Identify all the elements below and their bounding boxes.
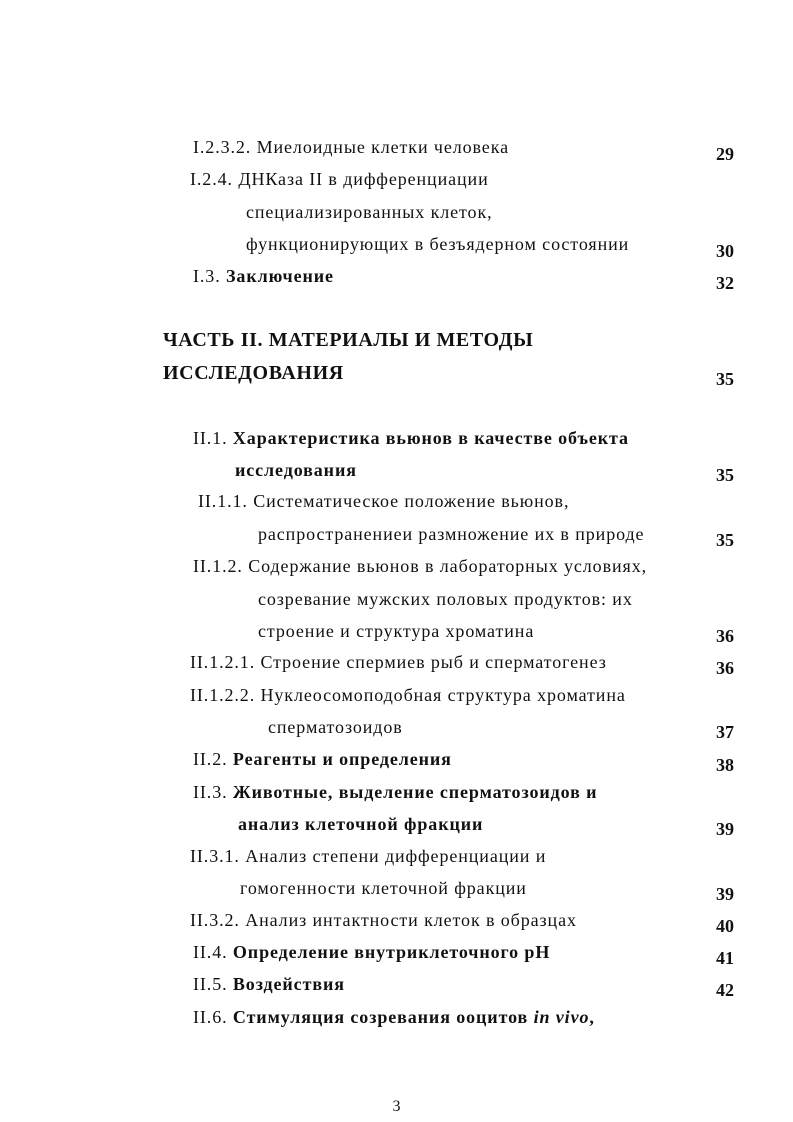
toc-page: 39 xyxy=(716,884,734,904)
toc-title-bold: исследования xyxy=(235,460,357,480)
toc-num: II.1. xyxy=(193,428,228,448)
toc-title: Воздействия xyxy=(232,974,345,994)
toc-title-bold: анализ клеточной фракции xyxy=(238,814,484,834)
toc-title-line2: гомогенности клеточной фракции xyxy=(240,878,527,898)
toc-entry-II-4 xyxy=(193,941,550,963)
toc-title: Животные, выделение сперматозоидов и xyxy=(232,782,598,802)
toc-title: Содержание вьюнов в лабораторных условиях, xyxy=(248,556,647,576)
toc-page: 42 xyxy=(716,980,734,1000)
toc-title: Строение спермиев рыб и сперматогенез xyxy=(260,652,607,672)
toc-entry-I-2-4 xyxy=(190,168,489,190)
toc-title-line3: строение и структура хроматина xyxy=(258,621,535,641)
toc-page: 35 xyxy=(716,369,734,389)
toc-page: 38 xyxy=(716,755,734,775)
toc-title-line2 xyxy=(235,459,357,481)
toc-num: II.1.2.2. xyxy=(190,685,256,705)
toc-num: II.1.2. xyxy=(193,556,243,576)
toc-title-line2: созревание мужских половых продуктов: их xyxy=(258,589,633,609)
toc-title: Миелоидные клетки человека xyxy=(256,137,509,157)
toc-title: Определение внутриклеточного рН xyxy=(232,942,551,962)
toc-title-end: , xyxy=(589,1007,595,1027)
toc-page: 35 xyxy=(716,465,734,485)
toc-num: II.6. xyxy=(193,1007,228,1027)
toc-title: ДНКаза II в дифференциации xyxy=(238,169,489,189)
toc-title: Анализ интактности клеток в образцах xyxy=(245,910,577,930)
toc-num: I.2.3.2. xyxy=(193,137,252,157)
part-heading: ЧАСТЬ II. МАТЕРИАЛЫ И МЕТОДЫ xyxy=(163,329,534,351)
toc-entry-II-1-1 xyxy=(198,490,569,512)
toc-page: 36 xyxy=(716,626,734,646)
toc-entry-II-1-2-2 xyxy=(190,684,626,706)
part-heading-line2: ИССЛЕДОВАНИЯ xyxy=(163,362,344,384)
toc-title: Нуклеосомоподобная структура хроматина xyxy=(260,685,626,705)
toc-entry-I-3 xyxy=(193,265,334,287)
toc-title-italic: in vivo xyxy=(533,1007,590,1027)
toc-num: II.2. xyxy=(193,749,228,769)
toc-title-text: Стимуляция созревания ооцитов xyxy=(232,1007,529,1027)
toc-title: Характеристика вьюнов в качестве объекта xyxy=(232,428,629,448)
toc-num: I.2.4. xyxy=(190,169,233,189)
toc-title-line2: специализированных клеток, xyxy=(246,202,493,222)
toc-page: 40 xyxy=(716,916,734,936)
toc-num: II.1.1. xyxy=(198,491,248,511)
toc-title: Заключение xyxy=(226,266,334,286)
toc-title-line2: распространениеи размножение их в природе xyxy=(258,524,645,544)
toc-title: Анализ степени дифференциации и xyxy=(245,846,547,866)
toc-page: 36 xyxy=(716,658,734,678)
toc-title xyxy=(233,1007,595,1027)
toc-num: II.3. xyxy=(193,782,228,802)
toc-entry-II-3-2 xyxy=(190,909,577,931)
toc-title: Систематическое положение вьюнов, xyxy=(253,491,570,511)
toc-entry-II-5 xyxy=(193,973,345,995)
toc-num: II.5. xyxy=(193,974,228,994)
toc-page: 32 xyxy=(716,273,734,293)
toc-entry-II-6 xyxy=(193,1006,595,1028)
toc-page: 37 xyxy=(716,722,734,742)
toc-title-line3: функционирующих в безъядерном состоянии xyxy=(246,234,630,254)
toc-page: 29 xyxy=(716,144,734,164)
toc-num: II.4. xyxy=(193,942,228,962)
toc-entry-II-1 xyxy=(193,427,629,449)
toc-entry-II-3 xyxy=(193,781,597,803)
toc-page: 30 xyxy=(716,241,734,261)
toc-entry-II-1-2-1 xyxy=(190,651,607,673)
toc-page: 39 xyxy=(716,819,734,839)
toc-entry-II-3-1 xyxy=(190,845,546,867)
toc-num: II.1.2.1. xyxy=(190,652,256,672)
toc-num: II.3.1. xyxy=(190,846,240,866)
page-number: 3 xyxy=(392,1098,401,1115)
toc-title-line2: сперматозоидов xyxy=(268,717,403,737)
toc-entry-II-1-2 xyxy=(193,555,647,577)
toc-num: I.3. xyxy=(193,266,221,286)
toc-num: II.3.2. xyxy=(190,910,240,930)
toc-entry-II-2 xyxy=(193,748,452,770)
toc-title-line2 xyxy=(238,813,483,835)
toc-entry-I-2-3-2 xyxy=(193,136,509,158)
toc-title: Реагенты и определения xyxy=(232,749,452,769)
toc-page: 41 xyxy=(716,948,734,968)
toc-page: 35 xyxy=(716,530,734,550)
